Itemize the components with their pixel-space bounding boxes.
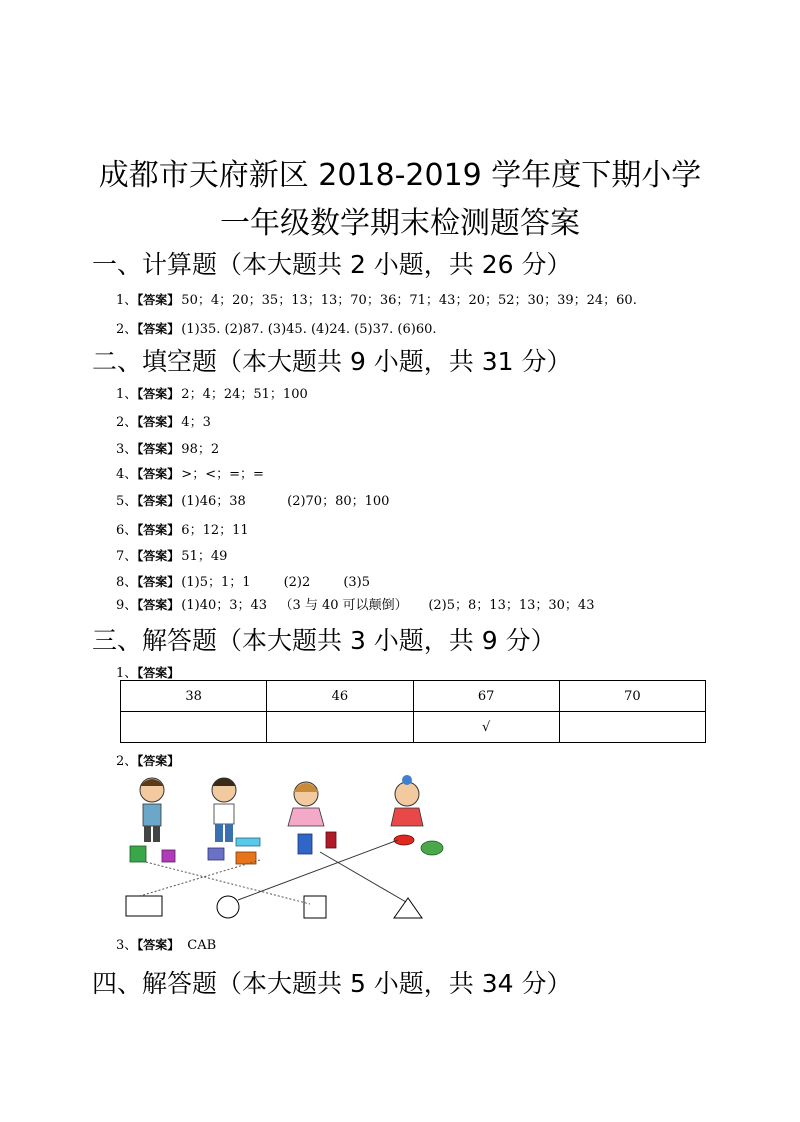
answer-number: 9、 (116, 598, 138, 613)
answer-table (120, 680, 706, 743)
cylinder-green-shape (421, 841, 443, 855)
table-cell: 70 (559, 681, 705, 712)
answer-tag: 【答案】 (137, 938, 180, 952)
answer-text: >；<；=；= (181, 467, 264, 482)
answer-text: 98；2 (181, 442, 220, 457)
answer-text: 51；49 (181, 549, 228, 564)
cuboid-orange-shape (236, 852, 256, 864)
answer-2-6 (116, 519, 249, 538)
cube-green-shape (130, 846, 146, 862)
answer-tag: 【答案】 (137, 442, 180, 456)
answer-text: (1)46；38 (2)70；80；100 (181, 494, 390, 509)
answer-number: 4、 (116, 467, 138, 482)
table-cell (121, 712, 267, 743)
answer-2-3 (116, 438, 219, 457)
answer-number: 8、 (116, 575, 138, 590)
match-line (238, 840, 398, 900)
section-heading-2: 二、填空题（本大题共 9 小题，共 31 分） (92, 347, 572, 376)
section-heading-3: 三、解答题（本大题共 3 小题，共 9 分） (92, 626, 556, 655)
answer-text: 4；3 (181, 415, 211, 430)
answer-text: 50；4；20；35；13；13；70；36；71；43；20；52；30；39；24；60. (181, 293, 637, 308)
kid-boy-2-figure (212, 778, 236, 842)
answer-text: 2；4；24；51；100 (181, 387, 308, 402)
cube-purple-shape (162, 850, 175, 862)
rectangle-shape (126, 896, 162, 916)
answer-tag: 【答案】 (137, 322, 180, 336)
square-shape (304, 896, 326, 918)
answer-number: 1、 (116, 666, 138, 681)
answer-tag: 【答案】 (137, 523, 180, 537)
answer-number: 3、 (116, 442, 138, 457)
answer-1-2 (116, 318, 437, 337)
circle-shape (217, 896, 239, 918)
prism-blue-shape (298, 834, 312, 854)
table-cell: √ (413, 712, 559, 743)
answer-2-7 (116, 545, 227, 564)
answer-text: CAB (187, 938, 217, 953)
answer-2-5 (116, 490, 389, 509)
answer-tag: 【答案】 (137, 575, 180, 589)
answer-tag: 【答案】 (137, 494, 180, 508)
table-cell (267, 712, 413, 743)
answer-tag: 【答案】 (137, 666, 180, 680)
answer-number: 2、 (116, 754, 138, 769)
kid-boy-1-figure (140, 778, 164, 842)
answer-number: 5、 (116, 494, 138, 509)
answer-tag: 【答案】 (137, 387, 180, 401)
answer-2-4 (116, 463, 264, 482)
answer-tag: 【答案】 (137, 415, 180, 429)
answer-2-9 (116, 594, 594, 613)
table-cell: 38 (121, 681, 267, 712)
answer-2-1 (116, 383, 308, 402)
answer-tag: 【答案】 (137, 549, 180, 563)
answer-number: 3、 (116, 938, 138, 953)
matching-illustration (110, 768, 460, 928)
cuboid-cyan-shape (236, 838, 260, 846)
answer-3-3 (116, 934, 216, 953)
answer-3-1 (116, 662, 179, 681)
answer-2-2 (116, 411, 211, 430)
answer-number: 2、 (116, 415, 138, 430)
answer-tag: 【答案】 (137, 293, 180, 307)
table-row (121, 712, 706, 743)
table-cell: 67 (413, 681, 559, 712)
cube-blue-shape (208, 848, 224, 860)
table-cell (559, 712, 705, 743)
triangle-shape (394, 898, 422, 918)
kid-girl-1-figure (288, 782, 324, 826)
answer-tag: 【答案】 (137, 467, 180, 481)
section-heading-4: 四、解答题（本大题共 5 小题，共 34 分） (92, 969, 572, 998)
match-line (320, 852, 406, 902)
doc-title-line2: 一年级数学期末检测题答案 (220, 206, 580, 241)
answer-text: 6；12；11 (181, 523, 249, 538)
answer-text: (1)40；3；43 （3 与 40 可以颠倒） (2)5；8；13；13；30；43 (181, 598, 595, 613)
section-heading-1: 一、计算题（本大题共 2 小题，共 26 分） (92, 250, 572, 279)
answer-text: (1)35. (2)87. (3)45. (4)24. (5)37. (6)60. (181, 322, 437, 337)
table-cell: 46 (267, 681, 413, 712)
answer-text: (1)5；1；1 (2)2 (3)5 (181, 575, 371, 590)
answer-2-8 (116, 571, 370, 590)
answer-number: 7、 (116, 549, 138, 564)
answer-tag: 【答案】 (137, 754, 180, 768)
answer-1-1 (116, 289, 637, 308)
answer-number: 6、 (116, 523, 138, 538)
doc-title-line1: 成都市天府新区 2018-2019 学年度下期小学 (98, 158, 702, 193)
match-line (146, 862, 310, 904)
prism-red-shape (326, 832, 336, 848)
kid-girl-2-figure (391, 775, 423, 826)
table-header-row (121, 681, 706, 712)
answer-3-2 (116, 750, 179, 769)
answer-number: 1、 (116, 293, 138, 308)
answer-tag: 【答案】 (137, 598, 180, 612)
answer-number: 2、 (116, 322, 138, 337)
answer-number: 1、 (116, 387, 138, 402)
